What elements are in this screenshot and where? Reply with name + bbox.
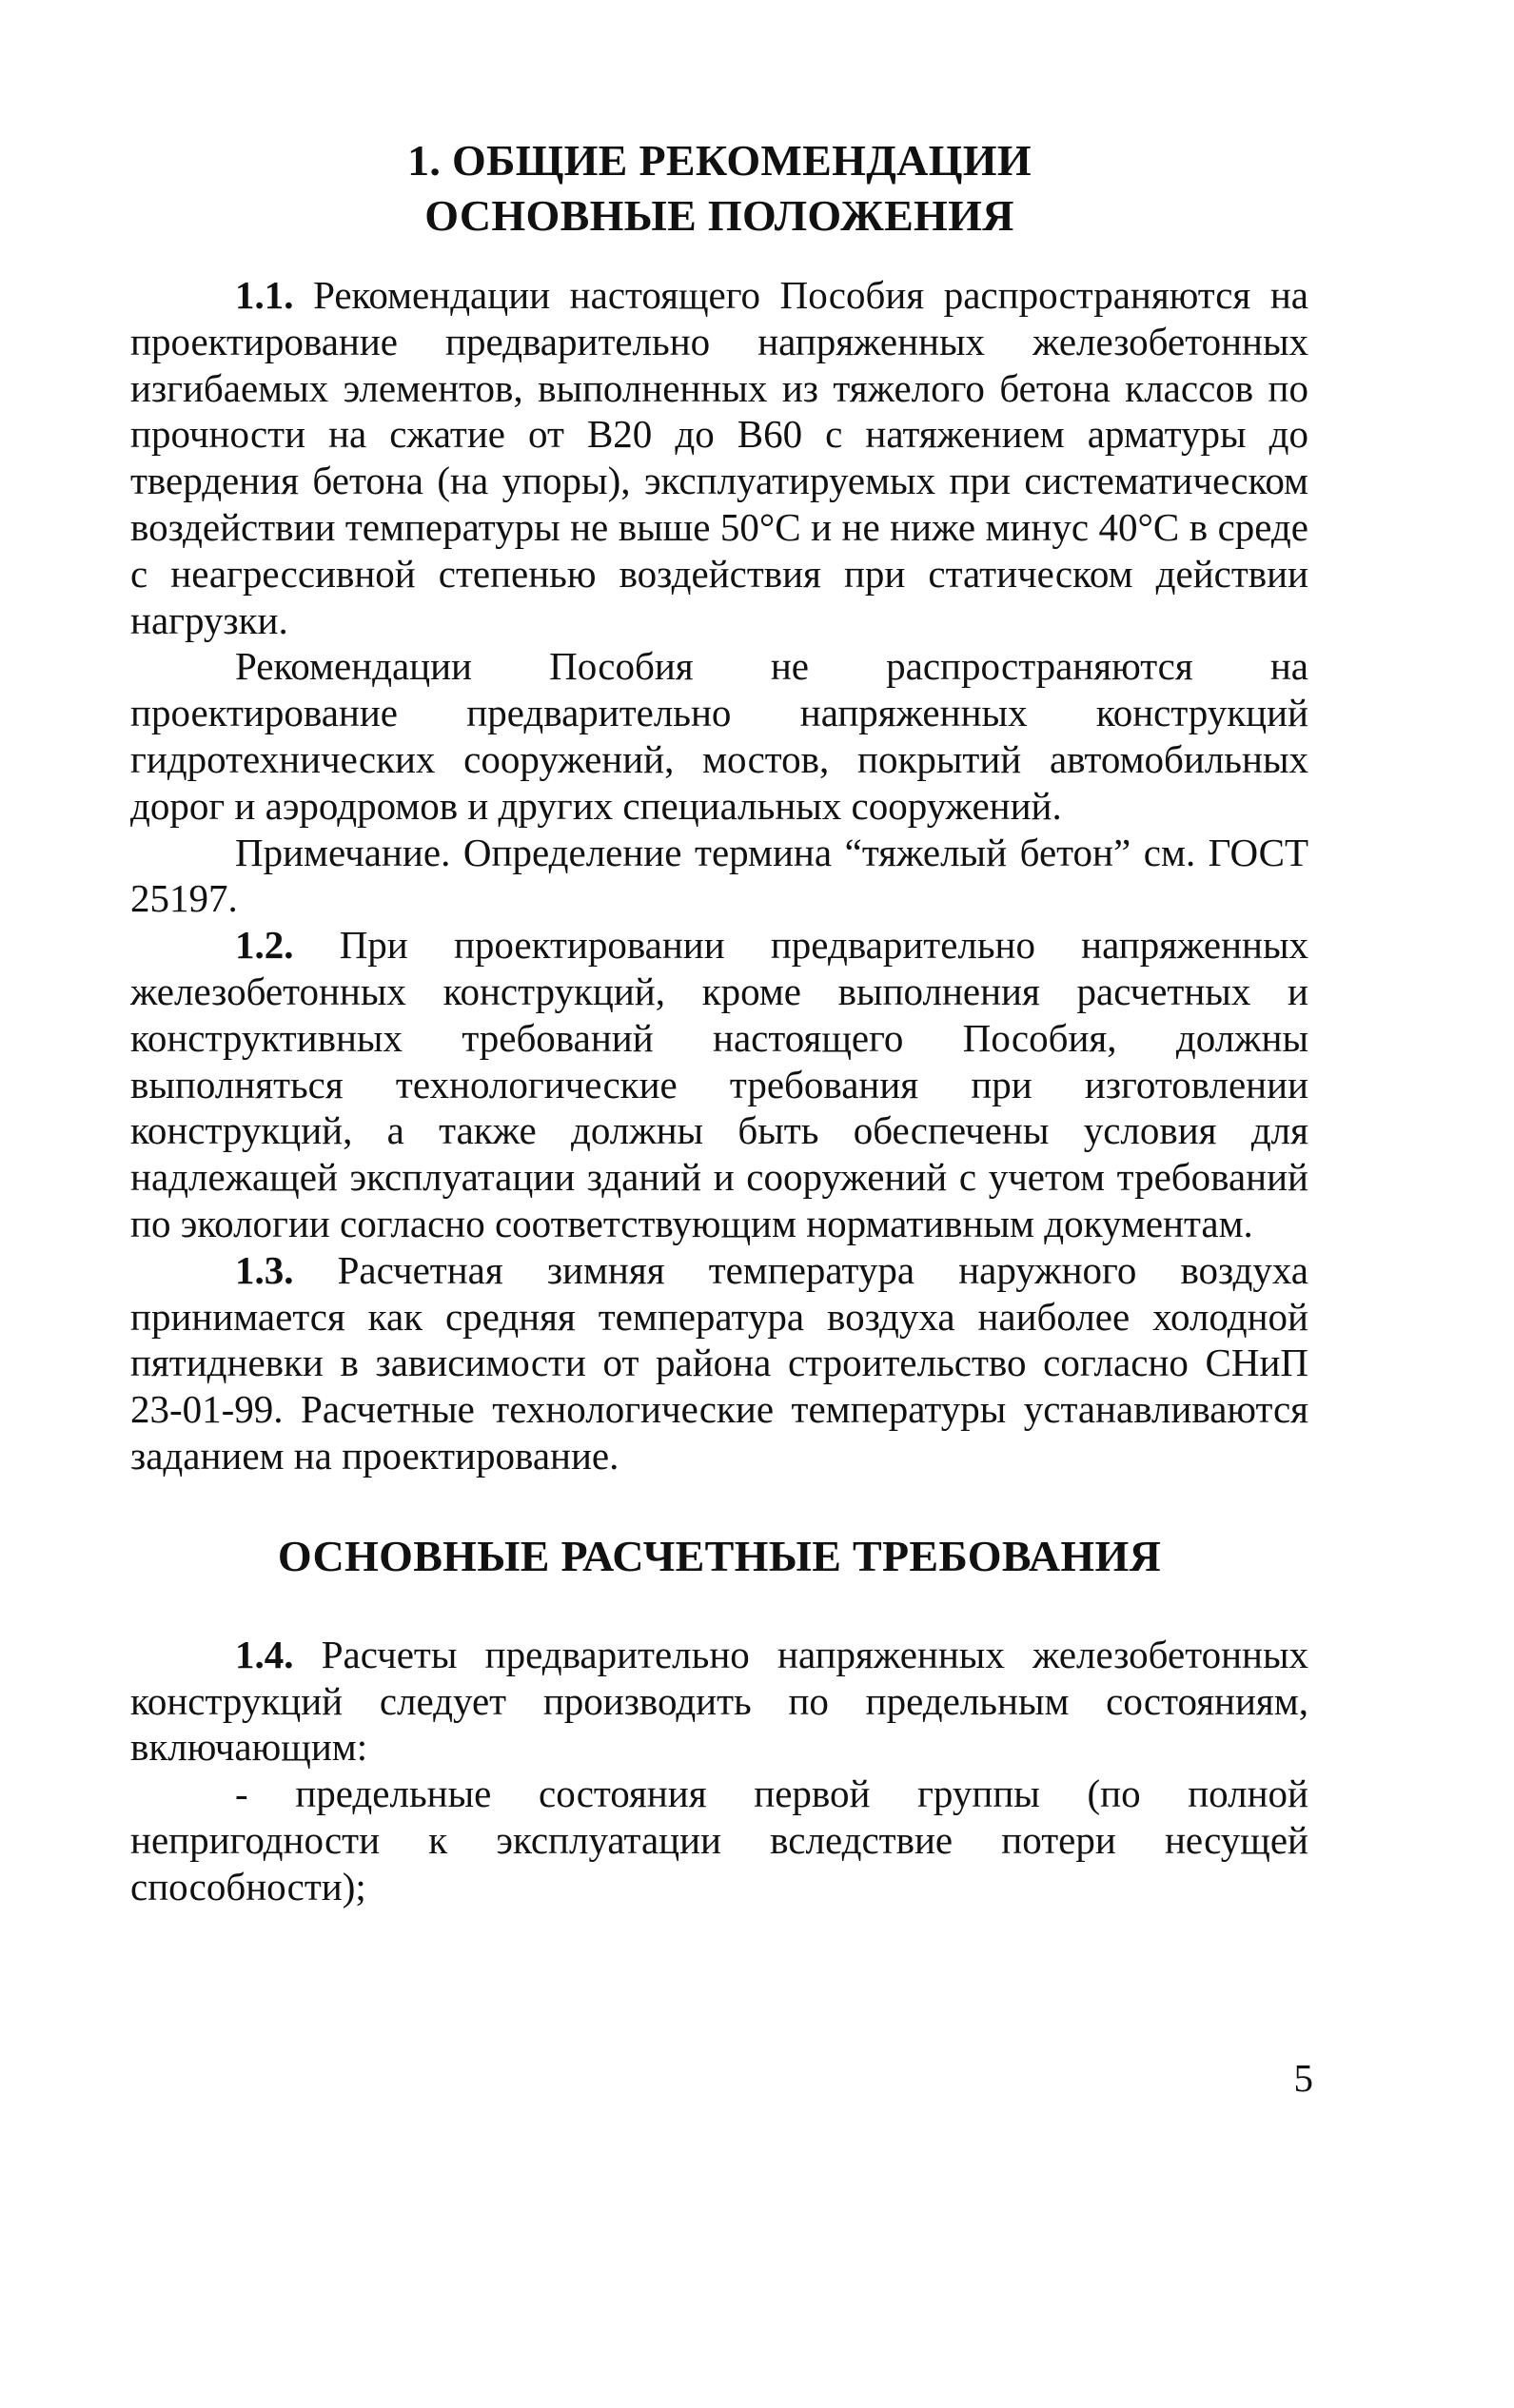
- chapter-title-line-1: 1. ОБЩИЕ РЕКОМЕНДАЦИИ: [407, 136, 1032, 185]
- chapter-title: [130, 133, 1308, 244]
- paragraph-1-4: [130, 1632, 1308, 1771]
- page-content: [130, 133, 1308, 1910]
- paragraph-1-3: [130, 1247, 1308, 1479]
- paragraph-1-2: [130, 922, 1308, 1247]
- paragraph-text: При проектировании предварительно напряженных железобетонных конструкций, кроме выполнения расчетных и конструктивных требований настоящего Пособия, должны выполняться технологические требования при изготовлении конструкций, а также должны быть обеспечены условия для надлежащей эксплуатации зданий и сооружений с учетом требований по экологии согласно соответствующим нормативным документам.: [130, 923, 1308, 1245]
- paragraph-number: 1.2.: [235, 923, 294, 968]
- page-number: 5: [1293, 2056, 1313, 2100]
- paragraph-number: 1.3.: [235, 1247, 294, 1292]
- paragraph-text: Примечание. Определение термина “тяжелый бетон” см. ГОСТ 25197.: [130, 830, 1308, 921]
- section-title: ОСНОВНЫЕ РАСЧЕТНЫЕ ТРЕБОВАНИЯ: [277, 1531, 1162, 1580]
- paragraph-number: 1.4.: [235, 1632, 294, 1676]
- chapter-title-line-2: ОСНОВНЫЕ ПОЛОЖЕНИЯ: [424, 191, 1014, 240]
- paragraph-number: 1.1.: [235, 273, 294, 317]
- paragraph-text: Расчеты предварительно напряженных железобетонных конструкций следует производить по предельным состояниям, включающим:: [130, 1632, 1308, 1770]
- paragraph-text: Рекомендации настоящего Пособия распространяются на проектирование предварительно напряженных железобетонных изгибаемых элементов, выполненных из тяжелого бетона классов по прочности на сжатие от В20 до В60 с натяжением арматуры до твердения бетона (на упоры), эксплуатируемых при систематическом воздействии температуры не выше 50°С и не ниже минус 40°С в среде с неагрессивной степенью воздействия при статическом действии нагрузки.: [130, 273, 1308, 642]
- paragraph-note: [130, 830, 1308, 923]
- paragraph-scope-exclusion: [130, 643, 1308, 829]
- paragraph-1-1: [130, 272, 1308, 643]
- paragraph-text: - предельные состояния первой группы (по полной непригодности к эксплуатации вследствие потери несущей способности);: [130, 1772, 1308, 1909]
- paragraph-list-item: [130, 1771, 1308, 1909]
- paragraph-text: Рекомендации Пособия не распространяются на проектирование предварительно напряженных конструкций гидротехнических сооружений, мостов, покрытий автомобильных дорог и аэродромов и других специальных сооружений.: [130, 644, 1308, 828]
- paragraph-text: Расчетная зимняя температура наружного воздуха принимается как средняя температура воздуха наиболее холодной пятидневки в зависимости от района строительство согласно СНиП 23-01-99. Расчетные технологические температуры устанавливаются заданием на проектирование.: [130, 1247, 1308, 1478]
